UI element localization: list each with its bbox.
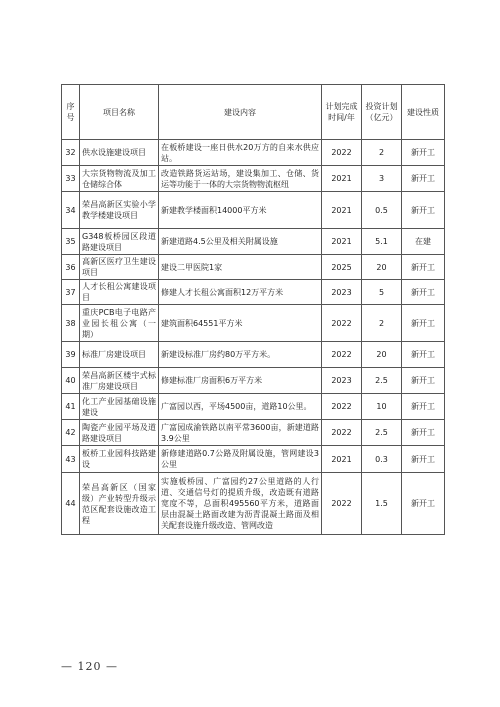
header-content: 建设内容	[159, 85, 322, 140]
header-project-name: 项目名称	[80, 85, 159, 140]
cell-seq: 37	[62, 280, 80, 305]
cell-project-name: 标准厂房建设项目	[80, 342, 159, 368]
cell-project-name: 重庆PCB电子电路产业园长租公寓（一期）	[80, 305, 159, 342]
table-row	[62, 229, 445, 255]
project-table	[61, 84, 445, 535]
cell-project-name: 人才长租公寓建设项目	[80, 280, 159, 305]
cell-seq: 32	[62, 140, 80, 166]
cell-content: 在板桥建设一座日供水20万方的自来水供应站。	[159, 140, 322, 166]
cell-investment: 1.5	[362, 473, 402, 535]
cell-project-name: 荣昌高新区楼宇式标准厂房建设项目	[80, 368, 159, 394]
cell-project-name: 板桥工业园科技路建设	[80, 446, 159, 473]
cell-seq: 38	[62, 305, 80, 342]
cell-completion-year: 2023	[322, 368, 362, 394]
cell-investment: 2	[362, 140, 402, 166]
cell-project-name: 大宗货物物流及加工仓储综合体	[80, 166, 159, 192]
cell-nature: 新开工	[402, 192, 445, 229]
cell-content: 实施板桥园、广富园约27公里道路的人行道、交通信号灯的提质升级，改造既有道路宽度不等，总面积495560平方米，道路面层由混凝土路面改建为沥青混凝土路面及相关配套设施升级改造、管网改造	[159, 473, 322, 535]
table-row	[62, 140, 445, 166]
table-row	[62, 166, 445, 192]
table-header-row	[62, 85, 445, 140]
cell-completion-year: 2022	[322, 420, 362, 446]
cell-nature: 新开工	[402, 140, 445, 166]
cell-content: 新建道路4.5公里及相关附属设施	[159, 229, 322, 255]
cell-nature: 在建	[402, 229, 445, 255]
cell-completion-year: 2021	[322, 446, 362, 473]
table-row	[62, 420, 445, 446]
cell-investment: 3	[362, 166, 402, 192]
cell-content: 广富园以西，平场4500亩，道路10公里。	[159, 394, 322, 420]
cell-completion-year: 2022	[322, 305, 362, 342]
page-number: — 120 —	[61, 660, 118, 673]
cell-completion-year: 2023	[322, 280, 362, 305]
cell-seq: 40	[62, 368, 80, 394]
cell-seq: 44	[62, 473, 80, 535]
table-row	[62, 192, 445, 229]
table-row	[62, 280, 445, 305]
cell-project-name: 化工产业园基础设施建设	[80, 394, 159, 420]
cell-nature: 新开工	[402, 420, 445, 446]
cell-project-name: 高新区医疗卫生建设项目	[80, 255, 159, 280]
cell-content: 新建教学楼面积14000平方米	[159, 192, 322, 229]
cell-completion-year: 2022	[322, 342, 362, 368]
cell-seq: 36	[62, 255, 80, 280]
table-row	[62, 446, 445, 473]
table-row	[62, 368, 445, 394]
cell-completion-year: 2021	[322, 166, 362, 192]
cell-content: 改造铁路货运站场，建设集加工、仓储、货运等功能于一体的大宗货物物流枢纽	[159, 166, 322, 192]
table-row	[62, 255, 445, 280]
cell-content: 建筑面积64551平方米	[159, 305, 322, 342]
cell-nature: 新开工	[402, 280, 445, 305]
header-nature: 建设性质	[402, 85, 445, 140]
cell-project-name: 荣昌高新区（国家级）产业转型升级示范区配套设施改造工程	[80, 473, 159, 535]
cell-completion-year: 2022	[322, 140, 362, 166]
cell-seq: 41	[62, 394, 80, 420]
cell-seq: 34	[62, 192, 80, 229]
cell-content: 建设二甲医院1家	[159, 255, 322, 280]
cell-content: 新修建道路0.7公路及附属设施，管网建设3公里	[159, 446, 322, 473]
cell-completion-year: 2022	[322, 394, 362, 420]
cell-content: 新建设标准厂房约80万平方米。	[159, 342, 322, 368]
cell-investment: 2	[362, 305, 402, 342]
cell-nature: 新开工	[402, 342, 445, 368]
cell-content: 修建标准厂房面积6万平方米	[159, 368, 322, 394]
cell-investment: 10	[362, 394, 402, 420]
cell-nature: 新开工	[402, 368, 445, 394]
table-row	[62, 342, 445, 368]
header-investment: 投资计划（亿元）	[362, 85, 402, 140]
cell-nature: 新开工	[402, 305, 445, 342]
cell-project-name: G348板桥园区段道路建设项目	[80, 229, 159, 255]
cell-investment: 20	[362, 342, 402, 368]
cell-investment: 5.1	[362, 229, 402, 255]
cell-nature: 新开工	[402, 394, 445, 420]
cell-seq: 42	[62, 420, 80, 446]
cell-completion-year: 2025	[322, 255, 362, 280]
table-row	[62, 473, 445, 535]
cell-nature: 新开工	[402, 446, 445, 473]
table-row	[62, 394, 445, 420]
cell-investment: 2.5	[362, 420, 402, 446]
cell-content: 修建人才长租公寓面积12万平方米	[159, 280, 322, 305]
cell-seq: 35	[62, 229, 80, 255]
table-body	[62, 140, 445, 535]
cell-investment: 2.5	[362, 368, 402, 394]
project-table-page	[61, 84, 444, 535]
cell-nature: 新开工	[402, 473, 445, 535]
cell-content: 广富园成渝铁路以南平常3600亩，新建道路3.9公里	[159, 420, 322, 446]
cell-nature: 新开工	[402, 166, 445, 192]
cell-project-name: 陶瓷产业园平场及道路建设项目	[80, 420, 159, 446]
cell-investment: 5	[362, 280, 402, 305]
cell-project-name: 荣昌高新区实验小学教学楼建设项目	[80, 192, 159, 229]
table-row	[62, 305, 445, 342]
cell-seq: 33	[62, 166, 80, 192]
cell-completion-year: 2021	[322, 192, 362, 229]
header-completion-year: 计划完成时间/年	[322, 85, 362, 140]
cell-seq: 43	[62, 446, 80, 473]
cell-investment: 0.3	[362, 446, 402, 473]
cell-nature: 新开工	[402, 255, 445, 280]
cell-seq: 39	[62, 342, 80, 368]
cell-completion-year: 2022	[322, 473, 362, 535]
cell-project-name: 供水设施建设项目	[80, 140, 159, 166]
cell-completion-year: 2021	[322, 229, 362, 255]
cell-investment: 20	[362, 255, 402, 280]
header-seq: 序号	[62, 85, 80, 140]
cell-investment: 0.5	[362, 192, 402, 229]
